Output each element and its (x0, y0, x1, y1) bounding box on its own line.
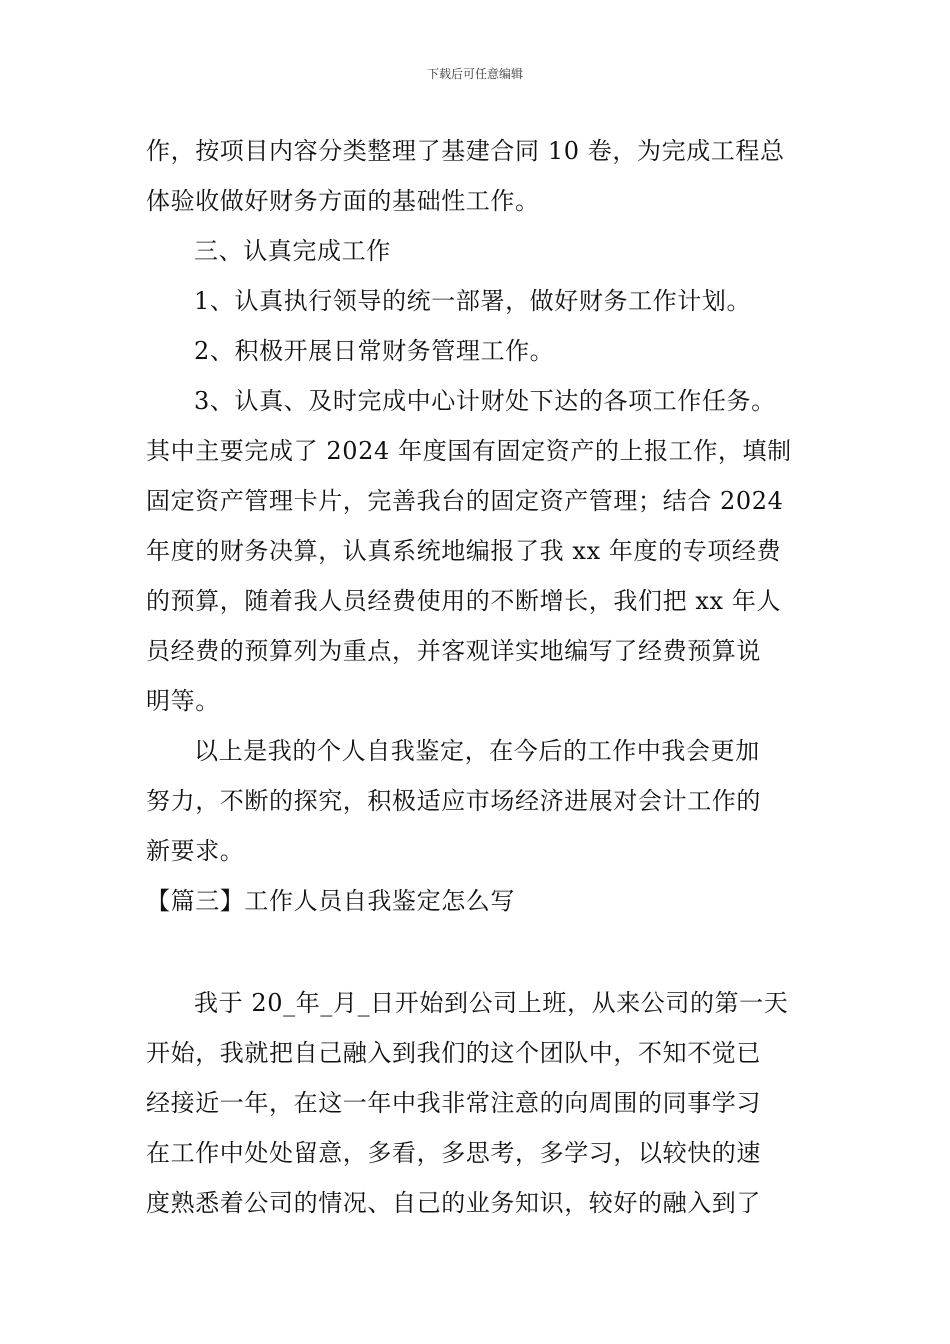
paragraph-line: 我于 20_年_月_日开始到公司上班，从来公司的第一天 (194, 989, 789, 1017)
paragraph-line: 其中主要完成了 2024 年度国有固定资产的上报工作，填制 (146, 437, 792, 465)
list-item: 2、积极开展日常财务管理工作。 (194, 337, 555, 365)
paragraph-line: 固定资产管理卡片，完善我台的固定资产管理；结合 2024 (146, 487, 784, 515)
paragraph-line: 在工作中处处留意，多看，多思考，多学习，以较快的速 (146, 1139, 761, 1167)
page-header: 下载后可任意编辑 (426, 67, 523, 81)
paragraph-line: 以上是我的个人自我鉴定，在今后的工作中我会更加 (194, 737, 760, 765)
chapter-heading: 【篇三】工作人员自我鉴定怎么写 (146, 887, 515, 915)
list-item: 1、认真执行领导的统一部署，做好财务工作计划。 (194, 287, 752, 315)
document-body (146, 126, 810, 1228)
paragraph-line: 年度的财务决算，认真系统地编报了我 xx 年度的专项经费 (146, 537, 782, 565)
paragraph-line: 努力，不断的探究，积极适应市场经济进展对会计工作的 (146, 787, 761, 815)
blank-line (146, 926, 810, 978)
paragraph-line: 明等。 (146, 687, 220, 715)
section-heading: 三、认真完成工作 (194, 237, 391, 265)
paragraph-line: 体验收做好财务方面的基础性工作。 (146, 187, 540, 215)
paragraph-line: 经接近一年，在这一年中我非常注意的向周围的同事学习 (146, 1089, 761, 1117)
paragraph-line: 新要求。 (146, 837, 245, 865)
paragraph-line: 作，按项目内容分类整理了基建合同 10 卷，为完成工程总 (146, 137, 785, 165)
paragraph-line: 的预算，随着我人员经费使用的不断增长，我们把 xx 年人 (146, 587, 782, 615)
paragraph-line: 度熟悉着公司的情况、自己的业务知识，较好的融入到了 (146, 1189, 761, 1217)
paragraph-line: 员经费的预算列为重点，并客观详实地编写了经费预算说 (146, 637, 761, 665)
list-item: 3、认真、及时完成中心计财处下达的各项工作任务。 (194, 387, 776, 415)
paragraph-line: 开始，我就把自己融入到我们的这个团队中，不知不觉已 (146, 1039, 761, 1067)
